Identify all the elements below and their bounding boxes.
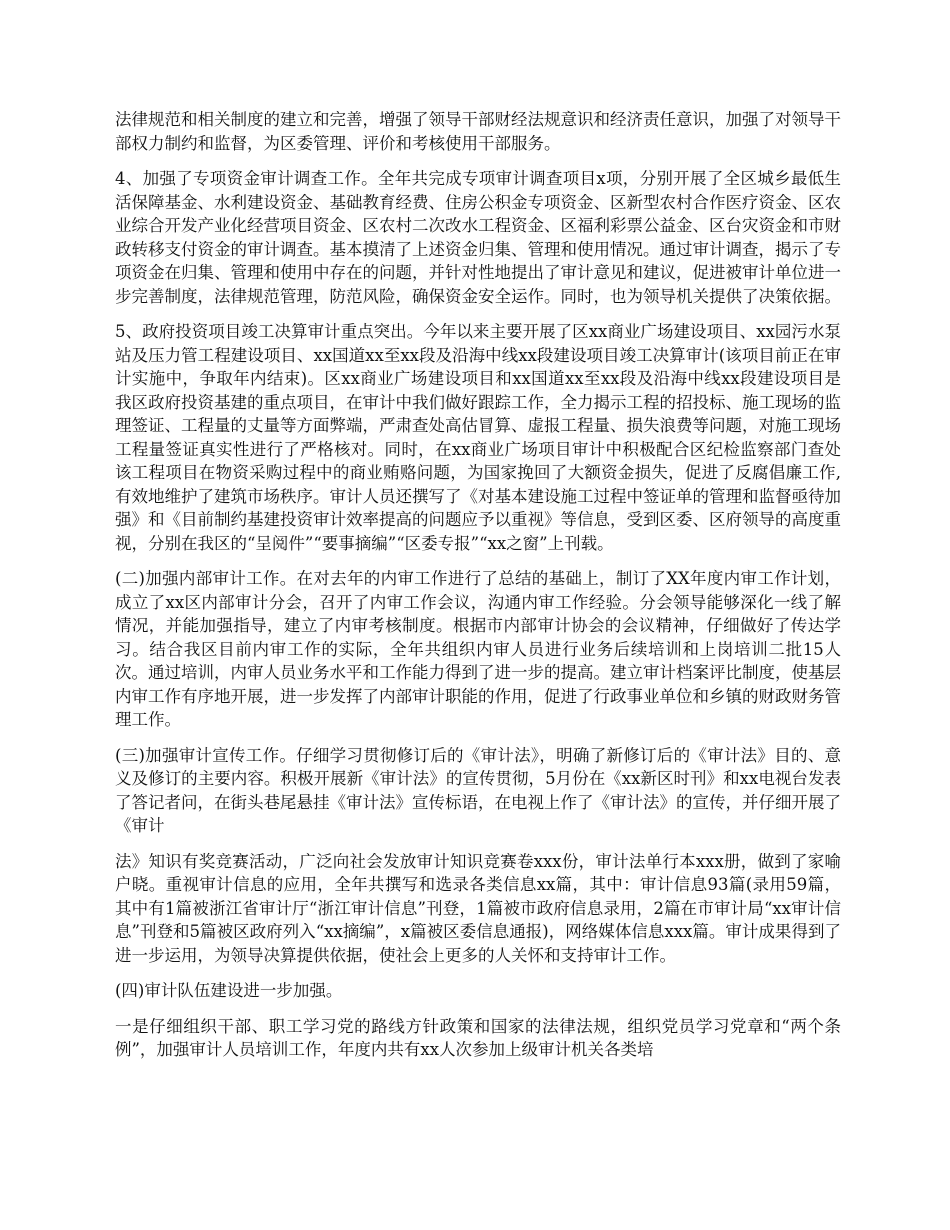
paragraph-internal-audit: (二)加强内部审计工作。在对去年的内审工作进行了总结的基础上，制订了XX年度内审工作计划，成立了xx区内部审计分会，召开了内审工作会议，沟通内审工作经验。分会领导能够深化一线了解情况，并能加强指导，建立了内审考核制度。根据市内部审计协会的会议精神，仔细做好了传达学习。结合我区目前内审工作的实际，全年共组织内审人员进行业务后续培训和上岗培训二批15人次。通过培训，内审人员业务水平和工作能力得到了进一步的提高。建立审计档案评比制度，使基层内审工作有序地开展，进一步发挥了内部审计职能的作用，促进了行政事业单位和乡镇的财政财务管理工作。 xyxy=(115,569,841,729)
paragraph-team-building-heading: (四)审计队伍建设进一步加强。 xyxy=(115,981,343,1000)
document-body xyxy=(115,108,841,1074)
paragraph-leadership-audit: 法律规范和相关制度的建立和完善，增强了领导干部财经法规意识和经济责任意识，加强了对领导干部权力制约和监督，为区委管理、评价和考核使用干部服务。 xyxy=(115,110,841,153)
paragraph-audit-publicity-continued: 法》知识有奖竞赛活动，广泛向社会发放审计知识竞赛卷xxx份，审计法单行本xxx册，做到了家喻户晓。重视审计信息的应用，全年共撰写和选录各类信息xx篇，其中：审计信息93篇(录用59篇，其中有1篇被浙江省审计厅“浙江审计信息”刊登，1篇被市政府信息录用，2篇在市审计局“xx审计信息”刊登和5篇被区政府列入“xx摘编”，x篇被区委信息通报)，网络媒体信息xxx篇。审计成果得到了进一步运用，为领导决算提供依据，使社会上更多的人关怀和支持审计工作。 xyxy=(115,851,841,965)
paragraph-audit-publicity: (三)加强审计宣传工作。仔细学习贯彻修订后的《审计法》，明确了新修订后的《审计法》目的、意义及修订的主要内容。积极开展新《审计法》的宣传贯彻，5月份在《xx新区时刊》和xx电视台发表了答记者问，在街头巷尾悬挂《审计法》宣传标语，在电视上作了《审计法》的宣传，并仔细开展了《审计 xyxy=(115,745,841,835)
paragraph-special-funds-audit: 4、加强了专项资金审计调查工作。全年共完成专项审计调查项目x项，分别开展了全区城乡最低生活保障基金、水利建设资金、基础教育经费、住房公积金专项资金、区新型农村合作医疗资金、区农业综合开发产业化经营项目资金、区农村二次改水工程资金、区福利彩票公益金、区台灾资金和市财政转移支付资金的审计调查。基本摸清了上述资金归集、管理和使用情况。通过审计调查，揭示了专项资金在归集、管理和使用中存在的问题，并针对性地提出了审计意见和建议，促进被审计单位进一步完善制度，法律规范管理，防范风险，确保资金安全运作。同时，也为领导机关提供了决策依据。 xyxy=(115,169,841,306)
paragraph-team-building-detail: 一是仔细组织干部、职工学习党的路线方针政策和国家的法律法规，组织党员学习党章和“两个条例”，加强审计人员培训工作，年度内共有xx人次参加上级审计机关各类培 xyxy=(115,1016,841,1059)
paragraph-investment-project-audit: 5、政府投资项目竣工决算审计重点突出。今年以来主要开展了区xx商业广场建设项目、xx园污水泵站及压力管工程建设项目、xx国道xx至xx段及沿海中线xx段建设项目竣工决算审计(该项目前正在审计实施中，争取年内结束)。区xx商业广场建设项目和xx国道xx至xx段及沿海中线xx段建设项目是我区政府投资基建的重点项目，在审计中我们做好跟踪工作，全力揭示工程的招投标、施工现场的监理签证、工程量的丈量等方面弊端，严肃查处高估冒算、虚报工程量、损失浪费等问题，对施工现场工程量签证真实性进行了严格核对。同时，在xx商业广场项目审计中积极配合区纪检监察部门查处该工程项目在物资采购过程中的商业贿赂问题，为国家挽回了大额资金损失，促进了反腐倡廉工作,有效地维护了建筑市场秩序。审计人员还撰写了《对基本建设施工过程中签证单的管理和监督亟待加强》和《目前制约基建投资审计效率提高的问题应予以重视》等信息，受到区委、区府领导的高度重视，分别在我区的“呈阅件”“要事摘编”“区委专报”“xx之窗”上刊载。 xyxy=(115,322,841,553)
